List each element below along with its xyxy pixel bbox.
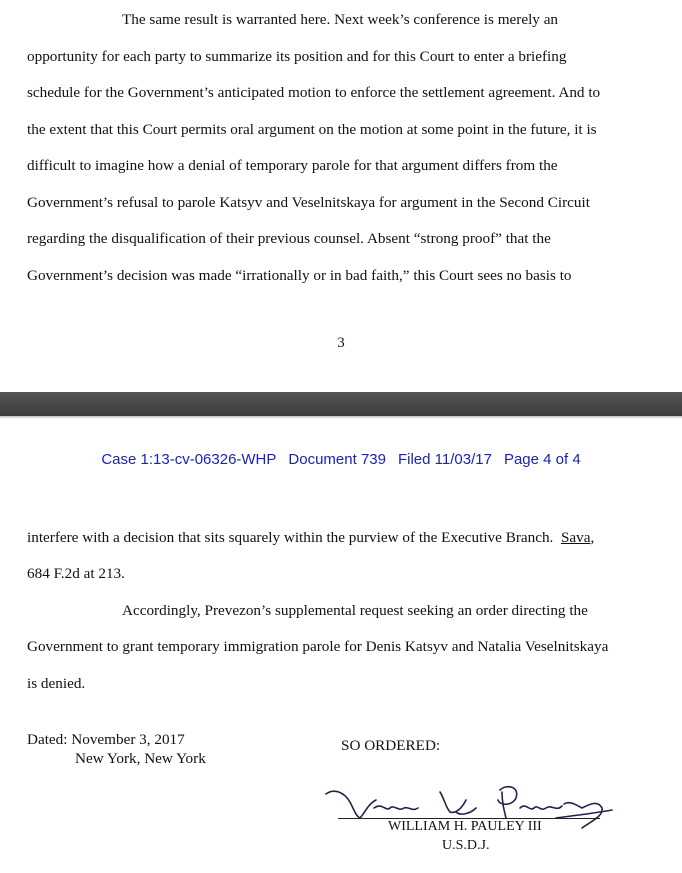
text-line: 684 F.2d at 213.	[27, 565, 125, 582]
text-span: interfere with a decision that sits squarely within the purview of the Executive Branch.	[27, 529, 561, 546]
page-break-shadow	[0, 416, 682, 419]
judge-title: U.S.D.J.	[442, 838, 490, 853]
case-header	[0, 451, 682, 468]
text-line: Government’s refusal to parole Katsyv and Veselnitskaya for argument in the Second Circuit	[27, 194, 590, 211]
case-number: Case 1:13-cv-06326-WHP	[101, 451, 277, 468]
text-line: opportunity for each party to summarize its position and for this Court to enter a briefing	[27, 48, 567, 65]
case-citation: Sava	[560, 529, 591, 546]
text-line: is denied.	[27, 675, 86, 692]
page-indicator: Page 4 of 4	[503, 451, 581, 468]
so-ordered-label: SO ORDERED:	[341, 737, 441, 754]
filed-date: Filed 11/03/17	[397, 451, 492, 468]
text-line	[27, 529, 594, 547]
page-3-section	[0, 0, 682, 390]
dated-block	[27, 730, 206, 768]
page-number: 3	[337, 335, 345, 351]
text-line: The same result is warranted here. Next week’s conference is merely an	[122, 11, 559, 28]
text-line: schedule for the Government’s anticipated motion to enforce the settlement agreement. And to	[27, 84, 601, 101]
document-number: Document 739	[288, 451, 386, 468]
text-line: difficult to imagine how a denial of temporary parole for that argument differs from the	[27, 157, 558, 174]
dated-location: New York, New York	[75, 750, 206, 767]
text-line: regarding the disqualification of their previous counsel. Absent “strong proof” that the	[27, 230, 551, 247]
text-line: Government to grant temporary immigration parole for Denis Katsyv and Natalia Veselnitskaya	[27, 638, 609, 655]
judge-name: WILLIAM H. PAULEY III	[388, 819, 542, 834]
text-span: ,	[590, 529, 595, 546]
dated-label: Dated: November 3, 2017	[27, 731, 185, 748]
text-line: the extent that this Court permits oral argument on the motion at some point in the future, it is	[27, 121, 597, 138]
page-break-divider	[0, 392, 682, 416]
text-line: Accordingly, Prevezon’s supplemental request seeking an order directing the	[122, 602, 588, 619]
text-line: Government’s decision was made “irrationally or in bad faith,” this Court sees no basis to	[27, 267, 572, 284]
